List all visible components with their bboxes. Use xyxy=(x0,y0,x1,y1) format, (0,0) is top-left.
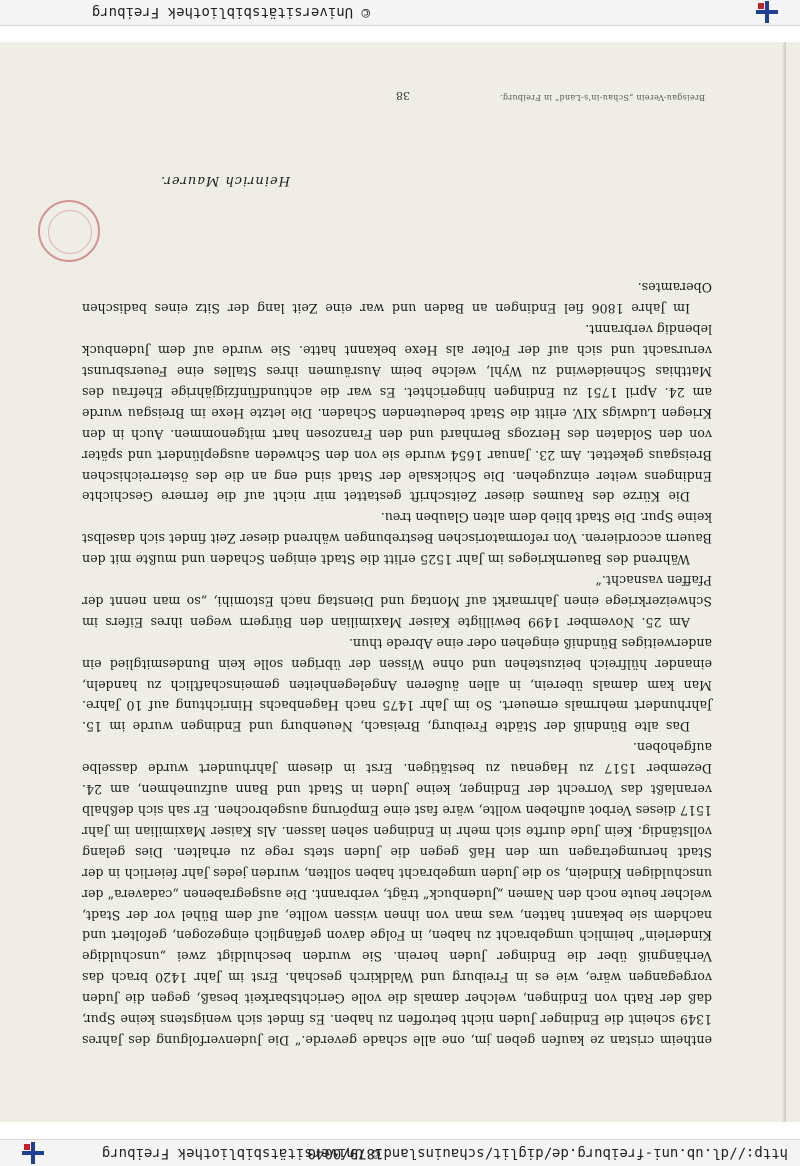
paragraph: Im Jahre 1806 fiel Endingen an Baden und war eine Zeit lang der Sitz eines badischen Oberamtes. xyxy=(82,280,712,317)
paragraph: entheim cristan ze kaufen geben jm, one alle schade geverde.“ Die Judenverfolgung des Jahres 1349 scheint die Endinger Juden nicht betroffen zu haben. Es findet sich wenigstens keine Spur, daß der Rath von Endingen, welcher damals die volle Gerichtsbarkeit besaß, gegen die Juden vorgegangen wäre, wie es in Freiburg und Waldkirch geschah. Erst im Jahr 1420 brach das Verhängniß über die Endinger Juden herein. Sie wurden beschuldigt zwei „unschuldige Kinderlein“ heimlich umgebracht zu haben, in Folge davon gefänglich eingezogen, gefoltert und nachdem sie bekannt hatten, was man von ihnen wissen wollte, auf dem Bühel vor der Stadt, welcher heute noch den Namen „Judenbuck“ trägt, verbrannt. Die ausgegrabenen „cadavera“ der unschuldigen Kindlein, so die Juden umgebracht haben sollten, wurden jedes Jahr feierlich in der Stadt herumgetragen um den Haß gegen die Juden stets rege zu erhalten. Dies gelang vollständig. Kein Jude durfte sich mehr in Endingen sehen lassen. Als Kaiser Maximilian im Jahr 1517 dieses Verbot aufheben wollte, wäre fast eine Empörung ausgebrochen. Er sah sich deßhalb veranlaßt das Vorrecht der Endinger, keine Juden in Stadt und Bann aufzunehmen, am 24. Dezember 1517 zu Hagenau zu bestätigen. Erst in diesem Jahrhundert wurde dasselbe aufgehoben. xyxy=(82,740,712,1048)
library-stamp-icon xyxy=(38,200,100,262)
page-gutter-shadow xyxy=(782,42,786,1122)
footer-note: Breisgau-Verein „Schau-in’s-Land“ in Freiburg. xyxy=(499,93,705,102)
paragraph: Am 25. November 1499 bewilligte Kaiser Maximilian den Bürgern wegen ihres Eifers im Schweizerkriege einen Jahrmarkt auf Montag und Dienstag nach Estomihi, „so man nennt der Pfaffen vasnacht.“ xyxy=(82,573,712,630)
rights-notice: © Universitätsbibliothek Freiburg xyxy=(101,1145,380,1161)
author-signature: Heinrich Maurer. xyxy=(160,173,290,188)
library-logo-icon xyxy=(756,1,778,23)
paragraph: Während des Bauernkrieges im Jahr 1525 erlitt die Stadt einigen Schaden und mußte mit den Bauern accordieren. Von reformatorischen Bestrebungen während dieser Zeit findet sich daselbst keine Spur. Die Stadt blieb dem alten Glauben treu. xyxy=(82,510,712,568)
body-text xyxy=(82,276,712,1050)
viewer-header-bar xyxy=(0,1139,800,1166)
library-logo-icon xyxy=(22,1142,44,1164)
scanned-page xyxy=(0,42,800,1122)
viewer-footer-bar xyxy=(0,0,800,26)
paragraph: Die Kürze des Raumes dieser Zeitschrift gestattet mir nicht auf die fernere Geschichte Endingens weiter einzugehen. Die Schicksale der Stadt sind eng an die des österreichischen Breisgaus gekettet. Am 23. Januar 1654 wurde sie von den Schweden ausgeplündert und später von den Soldaten des Herzogs Bernhard und den Franzosen hart mitgenommen. Auch in den Kriegen Ludwigs XIV. erlitt die Stadt bedeutenden Schaden. Die letzte Hexe im Breisgau wurde am 24. April 1751 zu Endingen hingerichtet. Es war die achtundfünfzigjährige Ehefrau des Matthias Schneidewind zu Wyhl, welche beim Ausräumen ihres Stalles eine Feuersbrunst verursacht und sich auf der Folter als Hexe bekannt hatte. Sie wurde auf dem Judenbuck lebendig verbrannt. xyxy=(82,322,712,505)
source-url[interactable]: http://dl.ub.uni-freiburg.de/diglit/schauinsland1879/0040 xyxy=(307,1145,788,1161)
paragraph: Das alte Bündniß der Städte Freiburg, Breisach, Neuenburg und Endingen wurde im 15. Jahrhundert mehrmals erneuert. So im Jahr 1475 nach Hagenbachs Hinrichtung auf 10 Jahre. Man kam damals überein, in allen äußeren Angelegenheiten gemeinschaftlich zu handeln, einander hülfreich beizustehen und ohne Wissen der übrigen solle kein Bundesmitglied ein anderweitiges Bündniß eingehen oder eine Abrede thun. xyxy=(82,635,712,735)
page-number: 38 xyxy=(396,89,410,102)
rights-notice-footer: © Universitätsbibliothek Freiburg xyxy=(91,4,370,20)
